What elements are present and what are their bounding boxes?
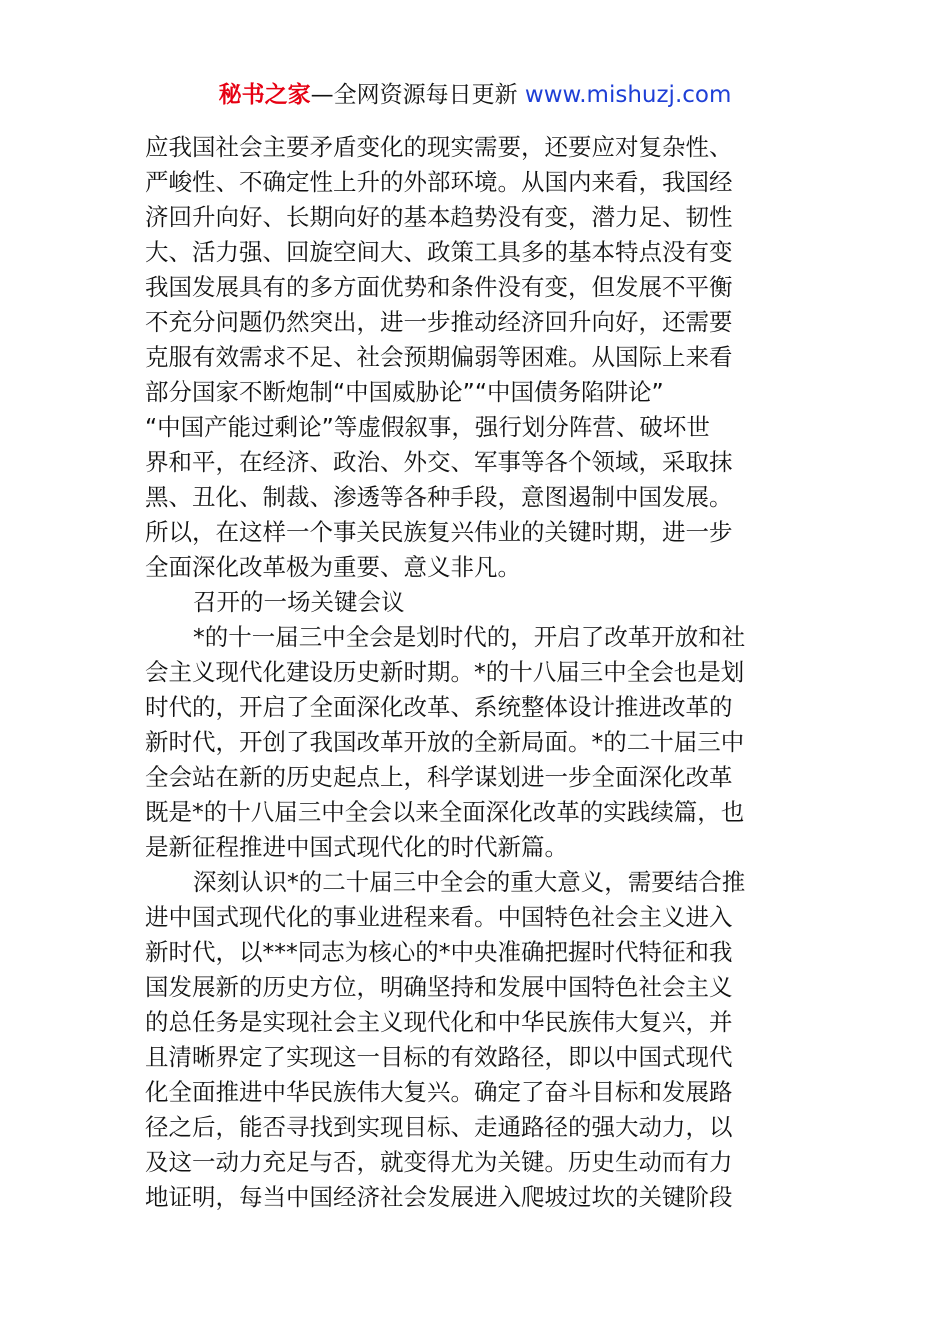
text-line: 不充分问题仍然突出，进一步推动经济回升向好，还需要 [145,308,733,336]
text-line: 黑、丑化、制裁、渗透等各种手段，意图遏制中国发展。 [145,483,733,511]
text-line: 克服有效需求不足、社会预期偏弱等困难。从国际上来看 [145,343,733,371]
banner-tagline: —全网资源每日更新 [310,82,518,108]
text-line: 济回升向好、长期向好的基本趋势没有变，潜力足、韧性 [145,203,733,231]
text-line: 新时代，以***同志为核心的*中央准确把握时代特征和我 [145,938,733,966]
text-line: 是新征程推进中国式现代化的时代新篇。 [145,833,568,861]
text-line: 径之后，能否寻找到实现目标、走通路径的强大动力，以 [145,1113,733,1141]
text-line: 全会站在新的历史起点上，科学谋划进一步全面深化改革 [145,763,733,791]
section-heading: 召开的一场关键会议 [193,588,405,616]
text-line: 既是*的十八届三中全会以来全面深化改革的实践续篇，也 [145,798,745,826]
text-line: 所以，在这样一个事关民族复兴伟业的关键时期，进一步 [145,518,733,546]
brand-name: 秘书之家 [218,82,311,108]
text-line: 时代的，开启了全面深化改革、系统整体设计推进改革的 [145,693,733,721]
text-line: 部分国家不断炮制“中国威胁论”“中国债务陷阱论” [145,378,664,406]
text-line: 进中国式现代化的事业进程来看。中国特色社会主义进入 [145,903,733,931]
site-url-link[interactable]: www.mishuzj.com [524,82,732,108]
text-line: 国发展新的历史方位，明确坚持和发展中国特色社会主义 [145,973,733,1001]
text-line: 新时代，开创了我国改革开放的全新局面。*的二十届三中 [145,728,745,756]
paragraph-first-line: *的十一届三中全会是划时代的，开启了改革开放和社 [193,623,746,651]
text-line: 我国发展具有的多方面优势和条件没有变，但发展不平衡 [145,273,733,301]
text-line: 会主义现代化建设历史新时期。*的十八届三中全会也是划 [145,658,745,686]
text-line: 应我国社会主要矛盾变化的现实需要，还要应对复杂性、 [145,133,733,161]
text-line: 全面深化改革极为重要、意义非凡。 [145,553,521,581]
text-line: 界和平，在经济、政治、外交、军事等各个领域，采取抹 [145,448,733,476]
text-line: 及这一动力充足与否，就变得尤为关键。历史生动而有力 [145,1148,733,1176]
site-banner [0,78,950,112]
text-line: 的总任务是实现社会主义现代化和中华民族伟大复兴，并 [145,1008,733,1036]
text-line: 地证明，每当中国经济社会发展进入爬坡过坎的关键阶段 [145,1183,733,1211]
text-line: 化全面推进中华民族伟大复兴。确定了奋斗目标和发展路 [145,1078,733,1106]
text-line: 严峻性、不确定性上升的外部环境。从国内来看，我国经 [145,168,733,196]
paragraph-first-line: 深刻认识*的二十届三中全会的重大意义，需要结合推 [193,868,746,896]
text-line: 大、活力强、回旋空间大、政策工具多的基本特点没有变 [145,238,733,266]
document-body [145,130,809,1215]
text-line: “中国产能过剩论”等虚假叙事，强行划分阵营、破坏世 [145,413,710,441]
text-line: 且清晰界定了实现这一目标的有效路径，即以中国式现代 [145,1043,733,1071]
